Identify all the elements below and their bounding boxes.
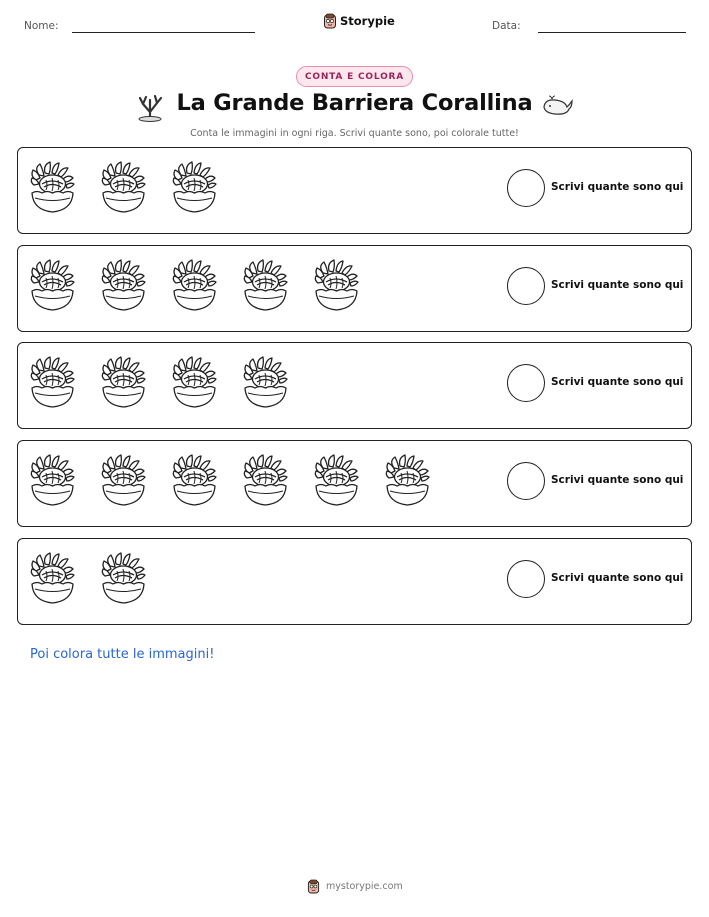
answer-circle[interactable]	[507, 267, 545, 305]
coral-anemone-icon	[172, 355, 217, 409]
row-images	[30, 258, 359, 312]
storypie-logo-icon	[323, 13, 337, 29]
whale-icon	[541, 95, 574, 117]
brand	[323, 13, 395, 29]
coral-anemone-icon	[30, 355, 75, 409]
answer-label: Scrivi quante sono qui	[551, 474, 684, 486]
row-images	[30, 551, 146, 605]
coral-anemone-icon	[30, 551, 75, 605]
row-images	[30, 453, 430, 507]
date-line[interactable]	[538, 32, 686, 33]
answer-label: Scrivi quante sono qui	[551, 376, 684, 388]
activity-badge: CONTA E COLORA	[296, 66, 413, 87]
coral-anemone-icon	[314, 258, 359, 312]
name-label: Nome:	[24, 20, 59, 32]
counting-row-1	[17, 147, 692, 234]
site-footer	[307, 879, 403, 894]
coral-anemone-icon	[385, 453, 430, 507]
coral-anemone-icon	[30, 258, 75, 312]
brand-name: Storypie	[340, 14, 395, 28]
color-instruction: Poi colora tutte le immagini!	[30, 647, 215, 662]
counting-row-4	[17, 440, 692, 527]
coral-anemone-icon	[243, 453, 288, 507]
page-title: La Grande Barriera Corallina	[176, 90, 533, 116]
row-images	[30, 355, 288, 409]
counting-row-2	[17, 245, 692, 332]
coral-anemone-icon	[101, 258, 146, 312]
coral-anemone-icon	[172, 453, 217, 507]
instructions: Conta le immagini in ogni riga. Scrivi quante sono, poi colorale tutte!	[190, 128, 519, 139]
counting-row-3	[17, 342, 692, 429]
date-label: Data:	[492, 20, 521, 32]
answer-circle[interactable]	[507, 364, 545, 402]
answer-circle[interactable]	[507, 462, 545, 500]
name-line[interactable]	[72, 32, 255, 33]
answer-circle[interactable]	[507, 560, 545, 598]
answer-label: Scrivi quante sono qui	[551, 279, 684, 291]
coral-anemone-icon	[172, 258, 217, 312]
coral-anemone-icon	[30, 453, 75, 507]
coral-anemone-icon	[243, 258, 288, 312]
coral-anemone-icon	[172, 160, 217, 214]
coral-anemone-icon	[314, 453, 359, 507]
coral-anemone-icon	[101, 453, 146, 507]
coral-anemone-icon	[243, 355, 288, 409]
answer-label: Scrivi quante sono qui	[551, 572, 684, 584]
coral-anemone-icon	[101, 355, 146, 409]
site-url: mystorypie.com	[326, 881, 403, 892]
coral-anemone-icon	[101, 160, 146, 214]
answer-circle[interactable]	[507, 169, 545, 207]
row-images	[30, 160, 217, 214]
answer-label: Scrivi quante sono qui	[551, 181, 684, 193]
coral-anemone-icon	[101, 551, 146, 605]
storypie-logo-icon	[307, 879, 320, 894]
counting-row-5	[17, 538, 692, 625]
coral-anemone-icon	[30, 160, 75, 214]
